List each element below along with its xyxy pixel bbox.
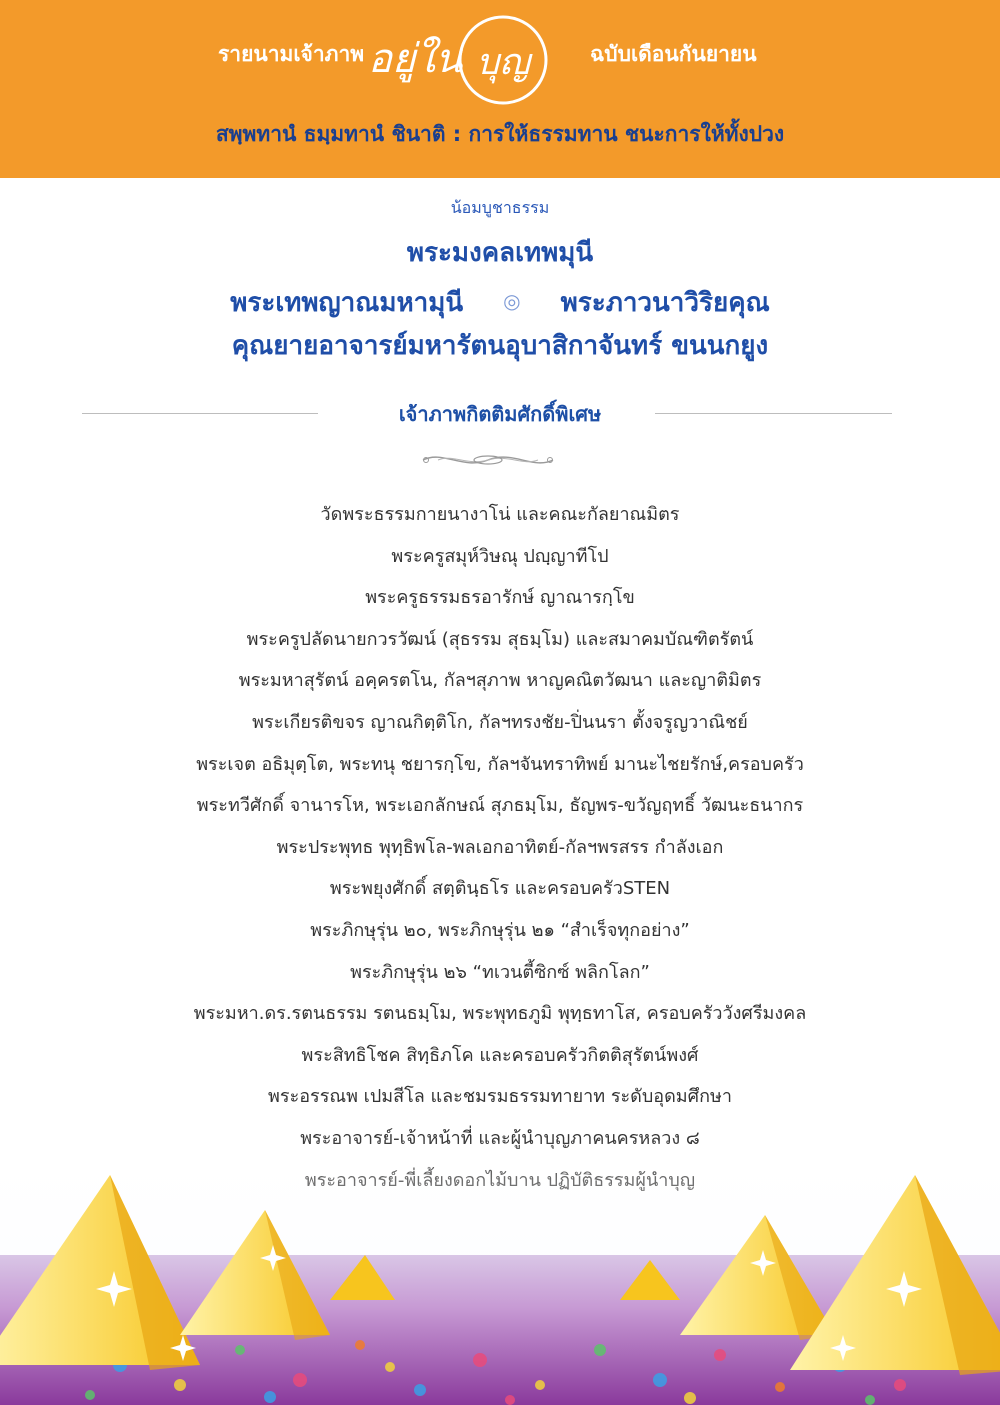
divider-right xyxy=(655,413,892,414)
golden-pyramid-illustration xyxy=(0,1135,1000,1405)
sponsor-list xyxy=(0,500,1000,1207)
logo-script-text: อยู่ใน xyxy=(368,36,463,82)
dedication-line-2-left: พระเทพญาณมหามุนี xyxy=(230,288,464,318)
section-title: เจ้าภาพกิตติมศักดิ์พิเศษ xyxy=(398,402,602,426)
list-item: พระประพุทธ พุทฺธิพโล-พลเอกอาทิตย์-กัลฯพรสรร กำลังเอก xyxy=(276,836,724,858)
list-item: พระภิกษุรุ่น ๒๐, พระภิกษุรุ่น ๒๑ “สำเร็จทุกอย่าง” xyxy=(310,919,690,941)
list-item: พระอรรณพ เปมสีโล และชมรมธรรมทายาท ระดับอุดมศึกษา xyxy=(268,1086,732,1108)
dedication-line-2 xyxy=(0,282,1000,323)
list-item: พระภิกษุรุ่น ๒๖ “ทเวนตี้ซิกซ์ พลิกโลก” xyxy=(350,961,650,983)
list-item: พระพยุงศักดิ์ สตฺตินฺธโร และครอบครัวSTEN xyxy=(329,878,671,900)
flourish-ornament-icon xyxy=(418,448,558,472)
magazine-logo xyxy=(368,10,548,110)
logo-circle-text: บุญ xyxy=(476,42,530,83)
list-item: พระมหา.ดร.รตนธรรม รตนธมฺโม, พระพุทธภูมิ พุทฺธทาโส, ครอบครัววังศรีมงคล xyxy=(193,1003,807,1025)
list-item: พระเกียรติขจร ญาณกิตฺติโก, กัลฯทรงชัย-ปิ่นนรา ตั้งจรูญวาณิชย์ xyxy=(252,711,748,733)
list-item: พระครูปลัดนายกวรวัฒน์ (สุธรรม สุธมฺโม) และสมาคมบัณฑิตรัตน์ xyxy=(246,628,754,650)
dedication-line-3: คุณยายอาจารย์มหารัตนอุบาสิกาจันทร์ ขนนกยูง xyxy=(231,331,769,361)
list-item: พระครูธรรมธรอารักษ์ ญาณารกฺโข xyxy=(365,587,635,609)
header-motto: สพฺพทานํ ธมฺมทานํ ชินาติ : การให้ธรรมทาน ชนะการให้ทั้งปวง xyxy=(215,122,785,146)
separator-icon: ◎ xyxy=(503,289,521,313)
dedication-line-1: พระมงคลเทพมุนี xyxy=(406,238,594,268)
list-item: พระสิทธิโชค สิทฺธิภโค และครอบครัวกิตติสุรัตน์พงศ์ xyxy=(301,1044,699,1066)
header-left-text: รายนามเจ้าภาพ xyxy=(218,42,365,66)
dedication-label: น้อมบูชาธรรม xyxy=(450,198,550,217)
list-item: พระทวีศักดิ์ จานารโห, พระเอกลักษณ์ สุภธมฺโม, ธัญพร-ขวัญฤทธิ์ วัฒนะธนากร xyxy=(196,795,804,817)
list-item: พระครูสมุห์วิษณุ ปญฺญาทีโป xyxy=(391,545,609,567)
dedication-line-2-right: พระภาวนาวิริยคุณ xyxy=(560,288,770,318)
list-item: วัดพระธรรมกายนางาโน่ และคณะกัลยาณมิตร xyxy=(320,504,680,525)
list-item: พระมหาสุรัตน์ อคฺครตโน, กัลฯสุภาพ หาญคณิตวัฒนา และญาติมิตร xyxy=(238,670,762,692)
list-item: พระเจต อธิมุตฺโต, พระทนุ ชยารกฺโข, กัลฯจันทราทิพย์ มานะไชยรักษ์,ครอบครัว xyxy=(196,753,804,775)
header-banner xyxy=(0,0,1000,178)
header-right-text: ฉบับเดือนกันยายน xyxy=(590,42,757,66)
